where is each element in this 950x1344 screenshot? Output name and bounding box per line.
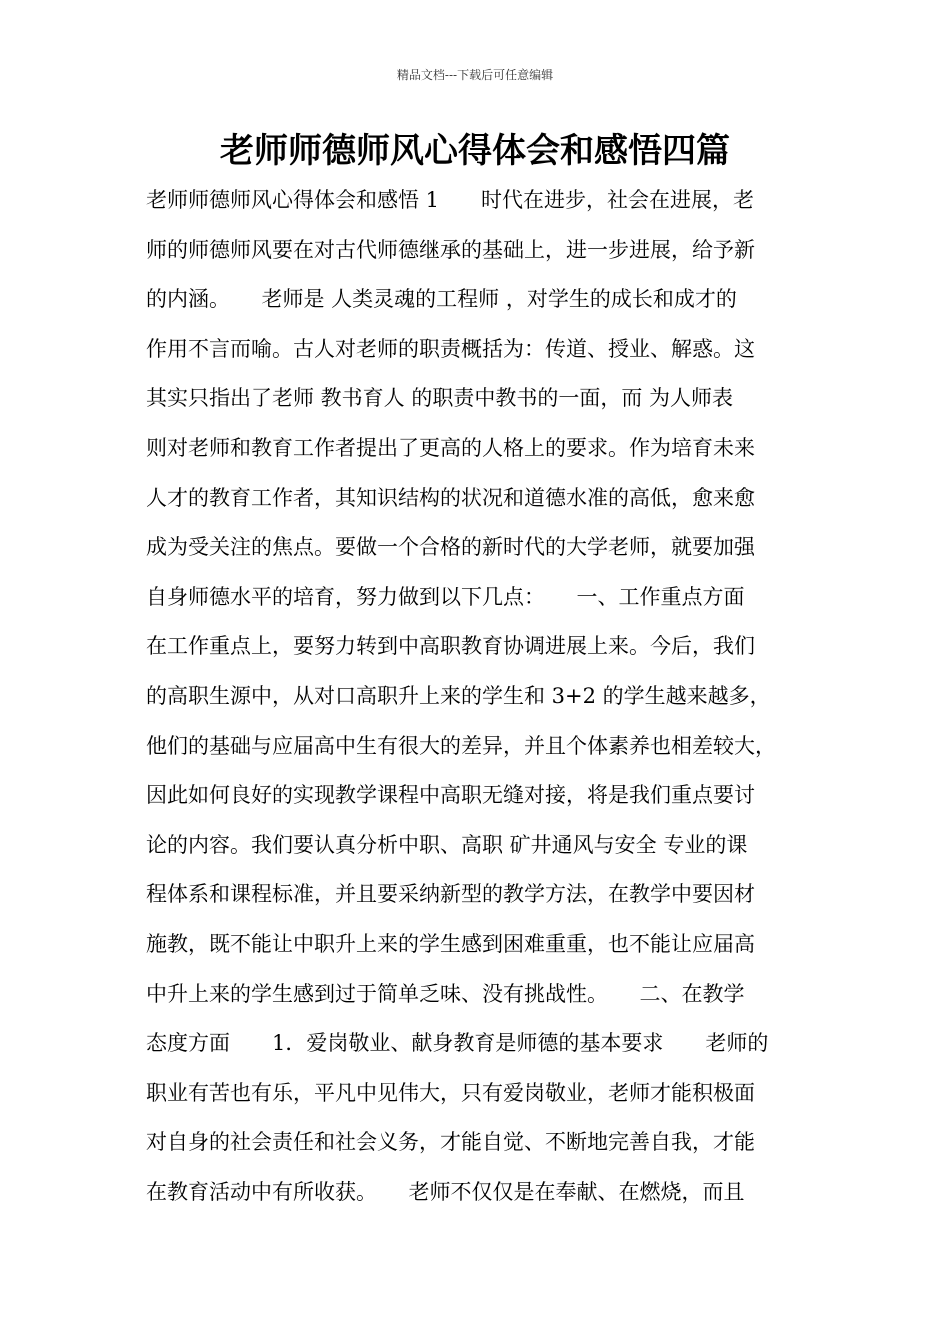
- header-note: 精品文档---下载后可任意编辑: [396, 68, 554, 82]
- document-title: 老师师德师风心得体会和感悟四篇: [220, 131, 730, 171]
- body-line: 因此如何良好的实现教学课程中高职无缝对接，将是我们重点要讨: [146, 783, 755, 808]
- body-line: 则对老师和教育工作者提出了更高的人格上的要求。作为培育未来: [146, 435, 755, 460]
- body-line: 施教，既不能让中职升上来的学生感到困难重重，也不能让应届高: [146, 931, 755, 956]
- document-body: [146, 176, 836, 1217]
- body-line: 在工作重点上，要努力转到中高职教育协调进展上来。今后，我们: [146, 634, 755, 659]
- body-line: 其实只指出了老师 教书育人 的职责中教书的一面，而 为人师表: [146, 386, 734, 411]
- body-line: 对自身的社会责任和社会义务，才能自觉、不断地完善自我，才能: [146, 1130, 755, 1155]
- body-line: 程体系和课程标准，并且要采纳新型的教学方法，在教学中要因材: [146, 882, 755, 907]
- body-line: 职业有苦也有乐，平凡中见伟大，只有爱岗敬业，老师才能积极面: [146, 1080, 755, 1105]
- body-line: 师的师德师风要在对古代师德继承的基础上，进一步进展，给予新: [146, 237, 755, 262]
- body-line: 他们的基础与应届高中生有很大的差异，并且个体素养也相差较大，: [146, 733, 776, 758]
- body-line: 论的内容。我们要认真分析中职、高职 矿井通风与安全 专业的课: [146, 832, 748, 857]
- body-line: 自身师德水平的培育，努力做到以下几点： 一、工作重点方面: [146, 584, 745, 609]
- body-line: 态度方面 1．爱岗敬业、献身教育是师德的基本要求 老师的: [146, 1031, 769, 1056]
- body-line: 老师师德师风心得体会和感悟 1 时代在进步，社会在进展，老: [146, 188, 755, 212]
- body-line: 成为受关注的焦点。要做一个合格的新时代的大学老师，就要加强: [146, 535, 755, 560]
- body-line: 人才的教育工作者，其知识结构的状况和道德水准的高低，愈来愈: [146, 485, 755, 510]
- body-line: 中升上来的学生感到过于简单乏味、没有挑战性。 二、在教学: [146, 981, 745, 1006]
- body-line: 的内涵。 老师是 人类灵魂的工程师 ，对学生的成长和成才的: [146, 287, 737, 312]
- body-line: 作用不言而喻。古人对老师的职责概括为：传道、授业、解惑。这: [146, 336, 755, 361]
- body-line: 的高职生源中，从对口高职升上来的学生和 3+2 的学生越来越多，: [146, 683, 771, 708]
- body-line: 在教育活动中有所收获。 老师不仅仅是在奉献、在燃烧，而且: [146, 1179, 745, 1204]
